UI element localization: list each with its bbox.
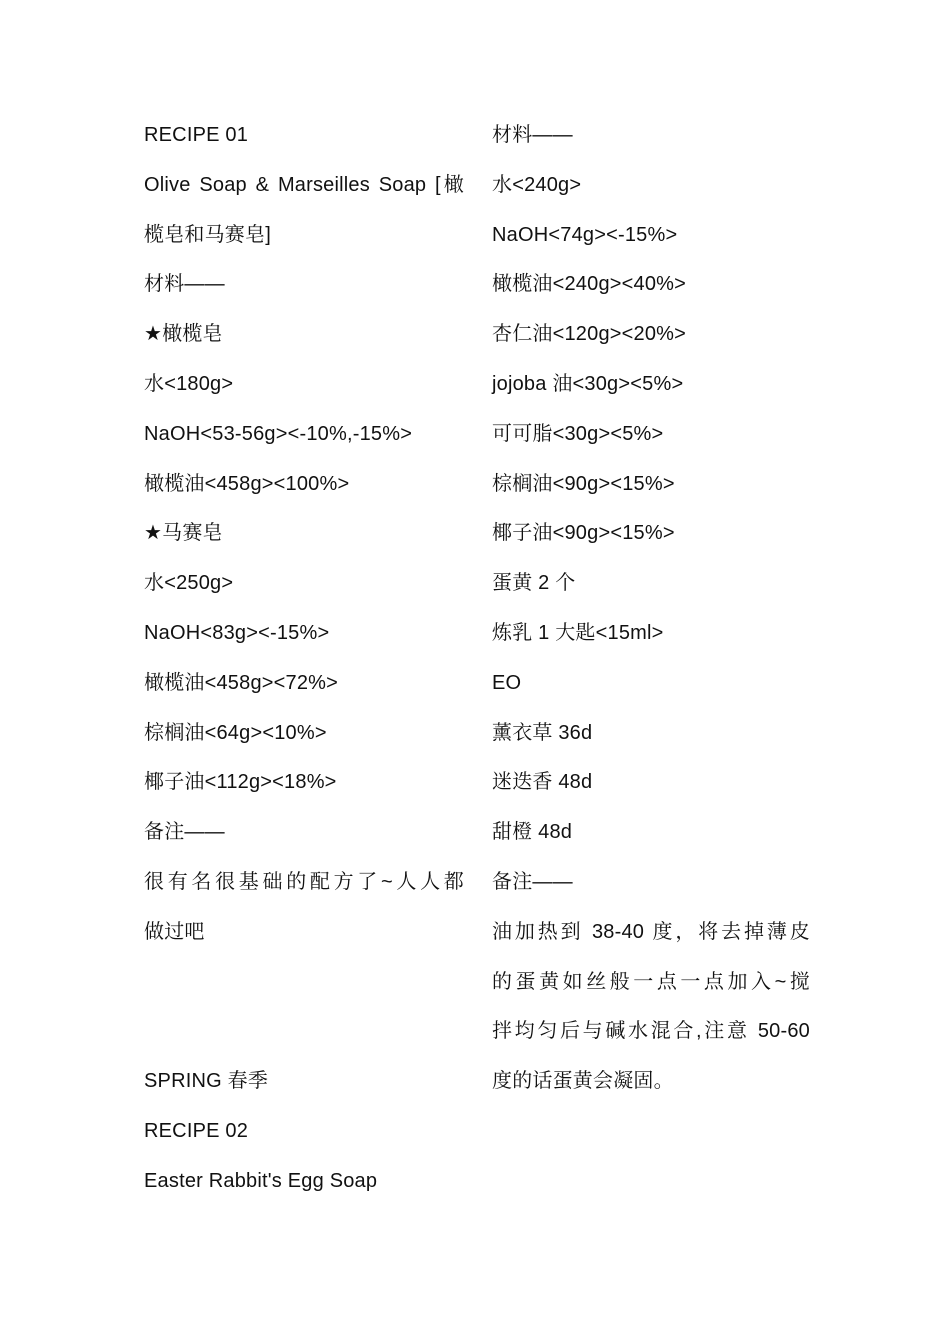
olive-soap-olive-oil: 橄榄油<458g><100%> xyxy=(144,472,350,495)
essential-oil-sweet-orange: 甜橙 48d xyxy=(492,821,573,844)
blank-line xyxy=(144,958,464,1008)
egg-soap-water: 水<240g> xyxy=(492,173,582,196)
season-heading: SPRING 春季 xyxy=(144,1070,269,1093)
right-column xyxy=(492,111,810,1107)
olive-soap-naoh: NaOH<53-56g><-10%,-15%> xyxy=(144,422,413,445)
recipe-02-notes-line-4: 度的话蛋黄会凝固。 xyxy=(492,1070,674,1093)
egg-soap-coconut-oil: 椰子油<90g><15%> xyxy=(492,522,675,545)
recipe-02-notes-heading: 备注—— xyxy=(492,870,573,893)
left-column xyxy=(144,111,464,1207)
recipe-01-title-line-2: 榄皂和马赛皂] xyxy=(144,223,271,246)
essential-oil-heading: EO xyxy=(492,671,522,694)
egg-soap-olive-oil: 橄榄油<240g><40%> xyxy=(492,273,687,296)
recipe-01-materials-heading: 材料—— xyxy=(144,273,225,296)
marseilles-soap-naoh: NaOH<83g><-15%> xyxy=(144,621,330,644)
recipe-01-notes-heading: 备注—— xyxy=(144,821,225,844)
essential-oil-lavender: 薰衣草 36d xyxy=(492,721,593,744)
essential-oil-rosemary: 迷迭香 48d xyxy=(492,771,593,794)
marseilles-soap-heading: ★马赛皂 xyxy=(144,522,223,545)
recipe-02-notes-line-1: 油加热到 38-40 度，将去掉薄皮 xyxy=(492,920,810,943)
recipe-01-number: RECIPE 01 xyxy=(144,124,249,146)
recipe-02-notes-line-3: 拌均匀后与碱水混合,注意 50-60 xyxy=(492,1020,810,1043)
marseilles-soap-palm-oil: 棕榈油<64g><10%> xyxy=(144,721,327,744)
egg-soap-condensed-milk: 炼乳 1 大匙<15ml> xyxy=(492,621,664,644)
egg-soap-jojoba-oil: jojoba 油<30g><5%> xyxy=(492,372,684,395)
recipe-02-number: RECIPE 02 xyxy=(144,1119,249,1142)
recipe-01-notes-line-1: 很有名很基础的配方了~人人都 xyxy=(144,870,464,893)
olive-soap-heading: ★橄榄皂 xyxy=(144,323,223,346)
egg-soap-almond-oil: 杏仁油<120g><20%> xyxy=(492,323,687,346)
marseilles-soap-coconut-oil: 椰子油<112g><18%> xyxy=(144,771,337,794)
recipe-01-title-line-1: Olive Soap & Marseilles Soap [橄 xyxy=(144,173,464,196)
recipe-02-notes-line-2: 的蛋黄如丝般一点一点加入~搅 xyxy=(492,970,810,993)
egg-soap-naoh: NaOH<74g><-15%> xyxy=(492,223,678,246)
egg-soap-palm-oil: 棕榈油<90g><15%> xyxy=(492,472,675,495)
egg-soap-cocoa-butter: 可可脂<30g><5%> xyxy=(492,422,664,445)
blank-line xyxy=(144,1007,464,1057)
marseilles-soap-olive-oil: 橄榄油<458g><72%> xyxy=(144,671,339,694)
egg-soap-egg-yolk: 蛋黄 2 个 xyxy=(492,572,576,595)
recipe-01-notes-line-2: 做过吧 xyxy=(144,920,205,943)
recipe-02-title: Easter Rabbit's Egg Soap xyxy=(144,1169,378,1192)
olive-soap-water: 水<180g> xyxy=(144,372,234,395)
recipe-02-materials-heading: 材料—— xyxy=(492,124,573,146)
marseilles-soap-water: 水<250g> xyxy=(144,572,234,595)
